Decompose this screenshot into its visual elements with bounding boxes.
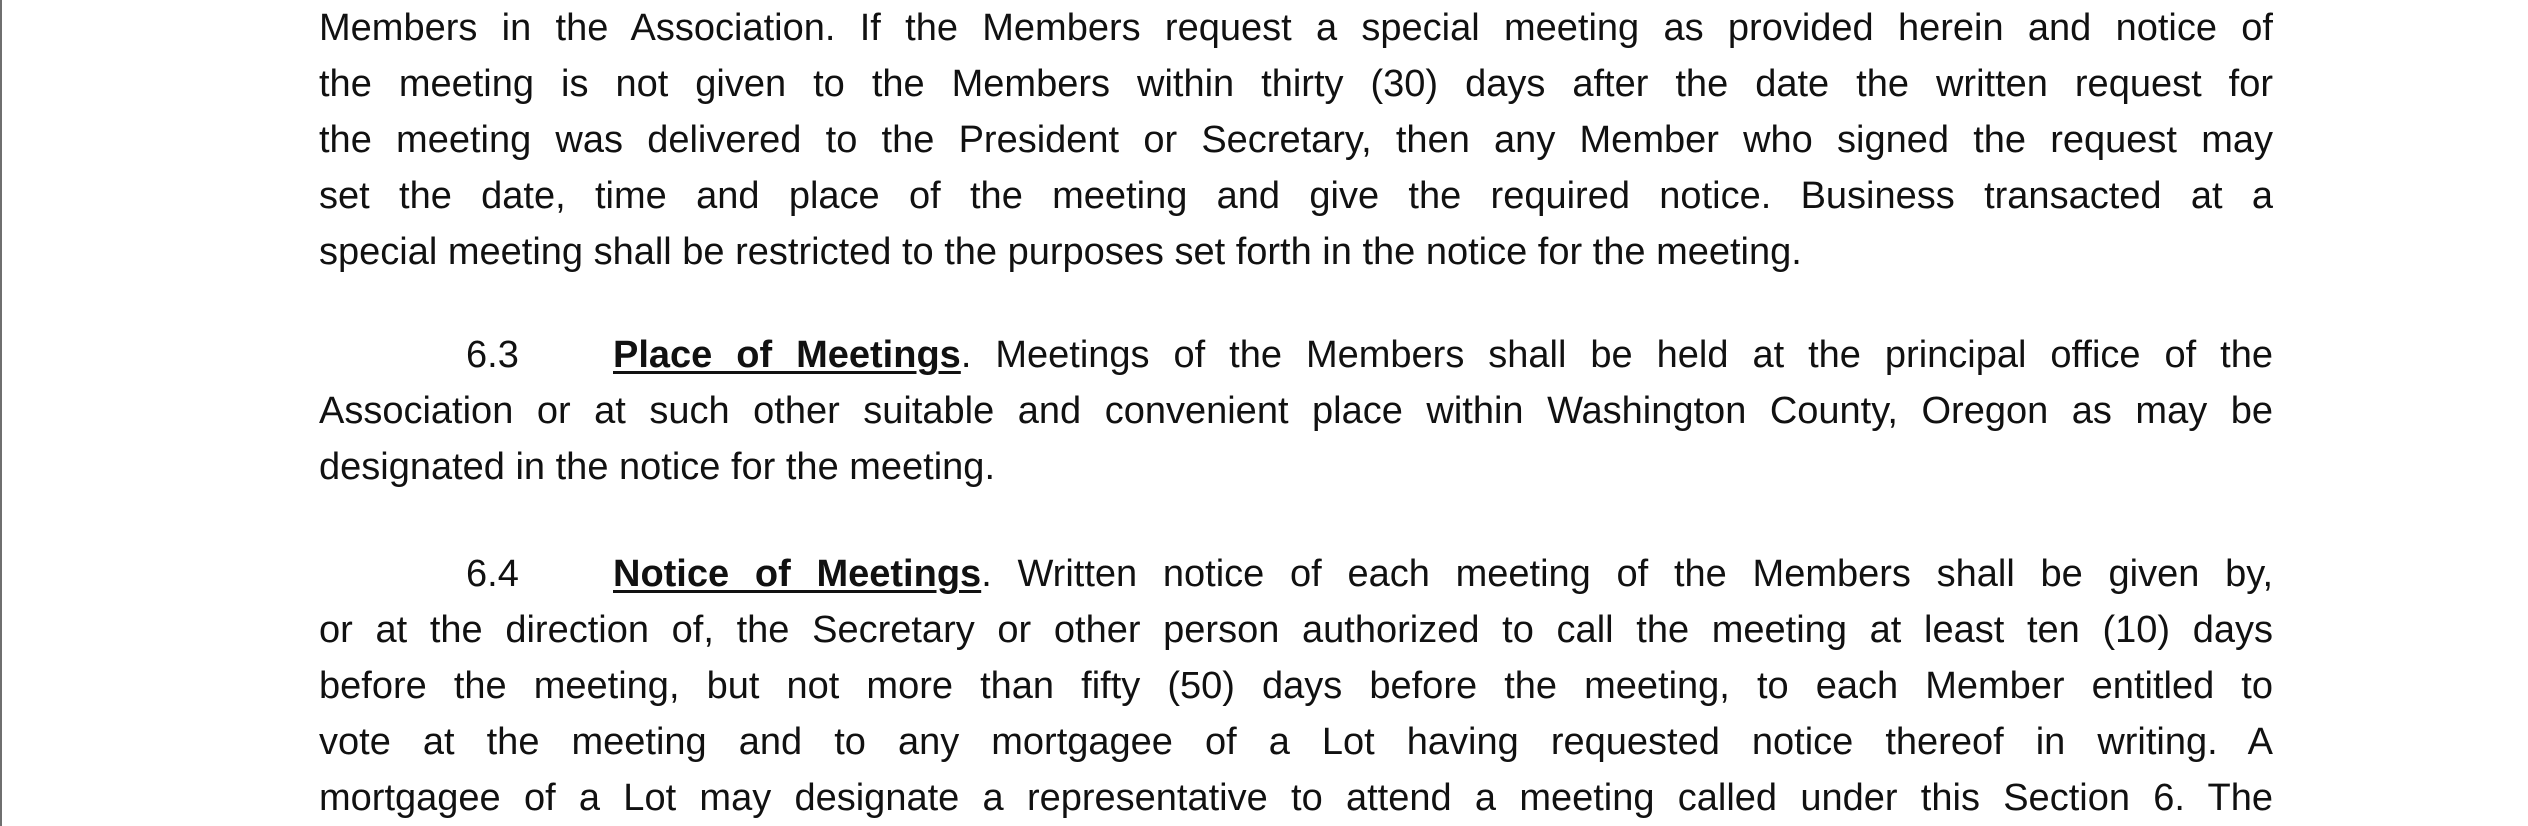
paragraph-6-2-continuation — [319, 0, 2273, 280]
text-line: vote at the meeting and to any mortgagee of a Lot having requested notice thereof in writing. A — [319, 721, 2273, 763]
section-6-4-first-line — [319, 546, 2273, 602]
section-6-4 — [319, 546, 2273, 826]
text-line: the meeting was delivered to the President or Secretary, then any Member who signed the request may — [319, 119, 2273, 161]
section-heading: Notice of Meetings — [613, 553, 982, 595]
text-line: the meeting is not given to the Members within thirty (30) days after the date the written request for — [319, 63, 2273, 105]
section-number: 6.4 — [466, 553, 519, 595]
text-line: special meeting shall be restricted to the purposes set forth in the notice for the meeting. — [319, 231, 1802, 273]
text-line: Members in the Association. If the Members request a special meeting as provided herein and notice of — [319, 7, 2273, 49]
section-number: 6.3 — [466, 334, 519, 376]
section-6-3 — [319, 327, 2273, 495]
section-text: . Meetings of the Members shall be held at the principal office of the — [960, 334, 2273, 376]
text-line: set the date, time and place of the meeting and give the required notice. Business transacted at a — [319, 175, 2273, 217]
section-heading: Place of Meetings — [613, 334, 961, 376]
text-line: before the meeting, but not more than fifty (50) days before the meeting, to each Member entitled to — [319, 665, 2273, 707]
text-line: designated in the notice for the meeting. — [319, 446, 996, 488]
text-line: Association or at such other suitable and convenient place within Washington County, Oregon as may be — [319, 390, 2273, 432]
section-6-3-first-line — [319, 327, 2273, 383]
left-page-border — [0, 0, 2, 826]
section-text: . Written notice of each meeting of the Members shall be given by, — [981, 553, 2274, 595]
text-line: or at the direction of, the Secretary or other person authorized to call the meeting at least ten (10) days — [319, 609, 2273, 651]
text-line: mortgagee of a Lot may designate a representative to attend a meeting called under this Section 6. The — [319, 777, 2273, 819]
